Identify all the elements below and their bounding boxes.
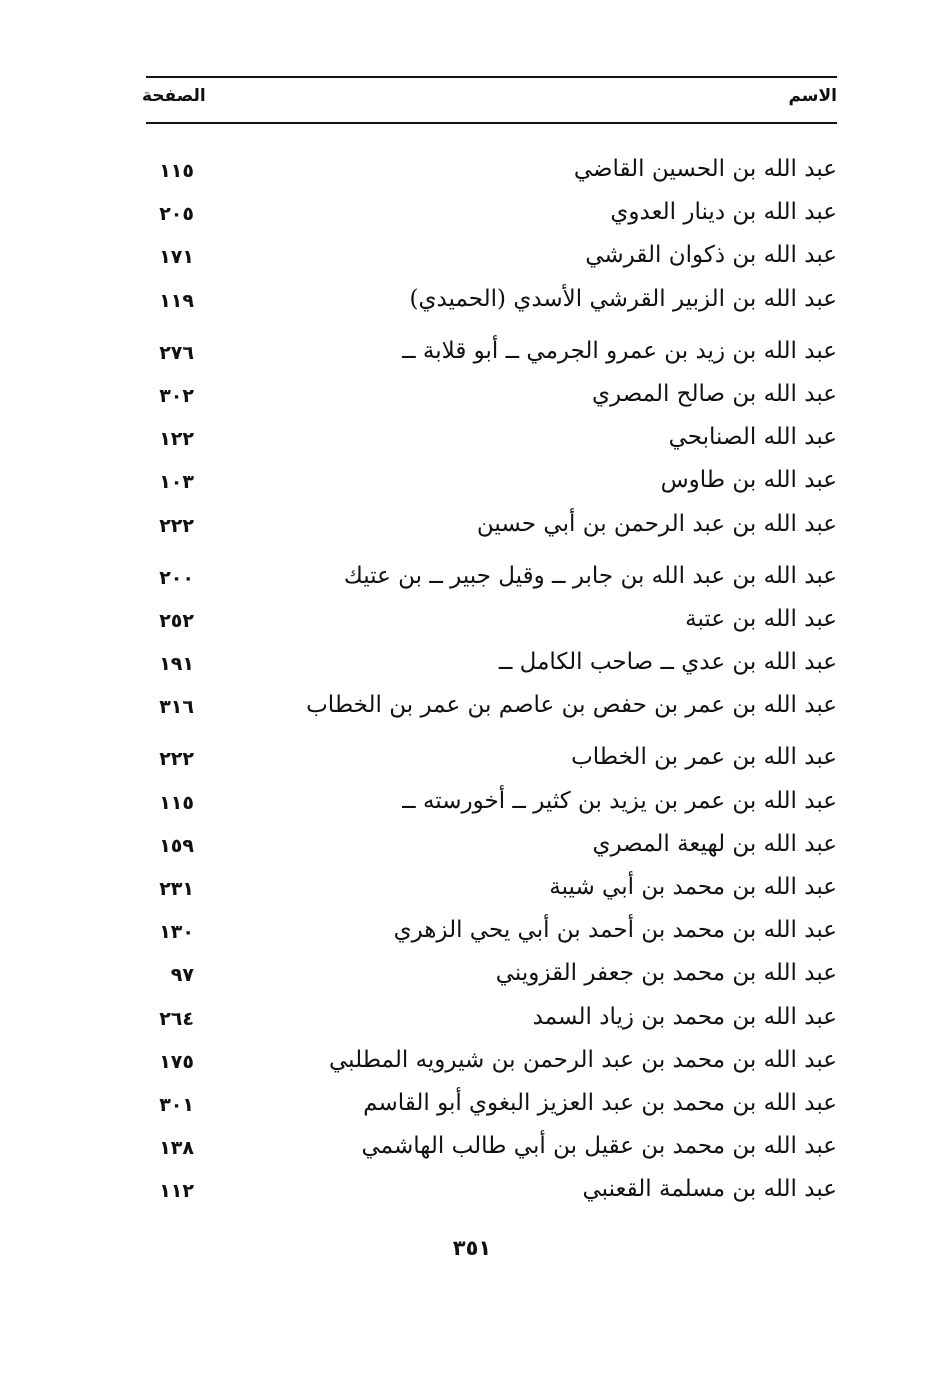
entry-name: عبد الله بن عمر بن يزيد بن كثير ــ أخورسته ــ [402, 787, 837, 814]
index-entry [146, 507, 837, 550]
entry-name: عبد الله بن عمر بن حفص بن عاصم بن عمر بن الخطاب [306, 692, 837, 719]
index-entry [146, 559, 837, 602]
index-entry [146, 1172, 837, 1215]
entry-page-number: ١١٢ [159, 1180, 194, 1203]
index-entry [146, 1043, 837, 1086]
index-entry [146, 827, 837, 870]
header-bottom-rule [146, 122, 837, 124]
entry-name: عبد الله بن صالح المصري [592, 380, 837, 407]
index-entry [146, 913, 837, 956]
entry-name: عبد الله بن ذكوان القرشي [585, 242, 837, 269]
entry-name: عبد الله بن زيد بن عمرو الجرمي ــ أبو قلابة ــ [402, 337, 837, 364]
entry-page-number: ٢٥٢ [159, 609, 194, 632]
index-entry [146, 282, 837, 325]
index-entry [146, 377, 837, 420]
entry-name: عبد الله بن عتبة [685, 605, 837, 632]
index-entry [146, 1129, 837, 1172]
entry-page-number: ١٣٠ [159, 921, 194, 944]
index-entry [146, 1000, 837, 1043]
index-entry [146, 602, 837, 645]
entry-name: عبد الله بن دينار العدوي [610, 199, 837, 226]
name-column-heading: الاسم [788, 86, 837, 106]
entry-page-number: ٢٠٠ [159, 566, 194, 589]
entry-page-number: ٣٠٢ [159, 384, 194, 407]
index-entry [146, 238, 837, 281]
entry-page-number: ١٩١ [159, 653, 194, 676]
entry-page-number: ٢٦٤ [159, 1007, 194, 1030]
index-header [142, 86, 837, 112]
entry-page-number: ٣١٦ [159, 696, 194, 719]
entry-name: عبد الله بن محمد بن زياد السمد [532, 1003, 837, 1030]
entry-name: عبد الله بن لهيعة المصري [592, 830, 837, 857]
entry-page-number: ٩٧ [170, 964, 194, 987]
entry-page-number: ٢٧٦ [159, 341, 194, 364]
entry-name: عبد الله بن محمد بن عبد العزيز البغوي أبو القاسم [363, 1089, 837, 1116]
entry-name: عبد الله بن محمد بن جعفر القزويني [495, 960, 837, 987]
entry-page-number: ٢٢٢ [159, 748, 194, 771]
entry-page-number: ٣٠١ [159, 1093, 194, 1116]
entry-name: عبد الله بن الزبير القرشي الأسدي (الحميدي) [409, 285, 837, 312]
entry-page-number: ١٧٥ [159, 1050, 194, 1073]
entry-page-number: ١٠٣ [159, 471, 194, 494]
header-top-rule [146, 76, 837, 78]
entry-name: عبد الله بن عدي ــ صاحب الكامل ــ [498, 649, 837, 676]
entry-name: عبد الله بن عبد الله بن جابر ــ وقيل جبير ــ بن عتيك [343, 562, 837, 589]
entry-name: عبد الله بن محمد بن عقيل بن أبي طالب الهاشمي [361, 1133, 837, 1160]
entry-name: عبد الله بن عبد الرحمن بن أبي حسين [476, 510, 837, 537]
index-entry [146, 784, 837, 827]
page-folio-number: ٣٥١ [452, 1236, 492, 1260]
index-entries [146, 152, 837, 1216]
index-entry [146, 1086, 837, 1129]
entry-page-number: ٢٣١ [159, 878, 194, 900]
index-entry [146, 463, 837, 506]
page-column-heading: الصفحة [142, 86, 206, 106]
index-entry [146, 956, 837, 999]
index-entry [146, 334, 837, 377]
index-entry [146, 152, 837, 195]
entry-page-number: ١١٩ [159, 289, 194, 312]
entry-page-number: ١٣٨ [159, 1137, 194, 1160]
entry-page-number: ١٧١ [159, 246, 194, 269]
entry-page-number: ٢٢٢ [159, 514, 194, 537]
entry-name: عبد الله بن عمر بن الخطاب [571, 744, 837, 771]
index-entry [146, 645, 837, 688]
entry-page-number: ١١٥ [159, 160, 194, 182]
index-entry [146, 740, 837, 783]
entry-name: عبد الله بن محمد بن عبد الرحمن بن شيرويه المطلبي [328, 1046, 837, 1073]
entry-name: عبد الله بن محمد بن أبي شيبة [549, 874, 837, 900]
entry-page-number: ١٢٢ [159, 428, 194, 451]
entry-page-number: ٢٠٥ [159, 203, 194, 226]
entry-name: عبد الله بن الحسين القاضي [573, 156, 837, 182]
index-entry [146, 870, 837, 913]
entry-page-number: ١٥٩ [159, 834, 194, 857]
index-entry [146, 420, 837, 463]
index-entry [146, 688, 837, 731]
index-entry [146, 195, 837, 238]
entry-name: عبد الله بن محمد بن أحمد بن أبي يحي الزهري [393, 917, 837, 944]
entry-page-number: ١١٥ [159, 791, 194, 814]
entry-name: عبد الله الصنابحي [668, 424, 837, 451]
entry-name: عبد الله بن مسلمة القعنبي [582, 1176, 837, 1203]
entry-name: عبد الله بن طاوس [660, 467, 837, 494]
